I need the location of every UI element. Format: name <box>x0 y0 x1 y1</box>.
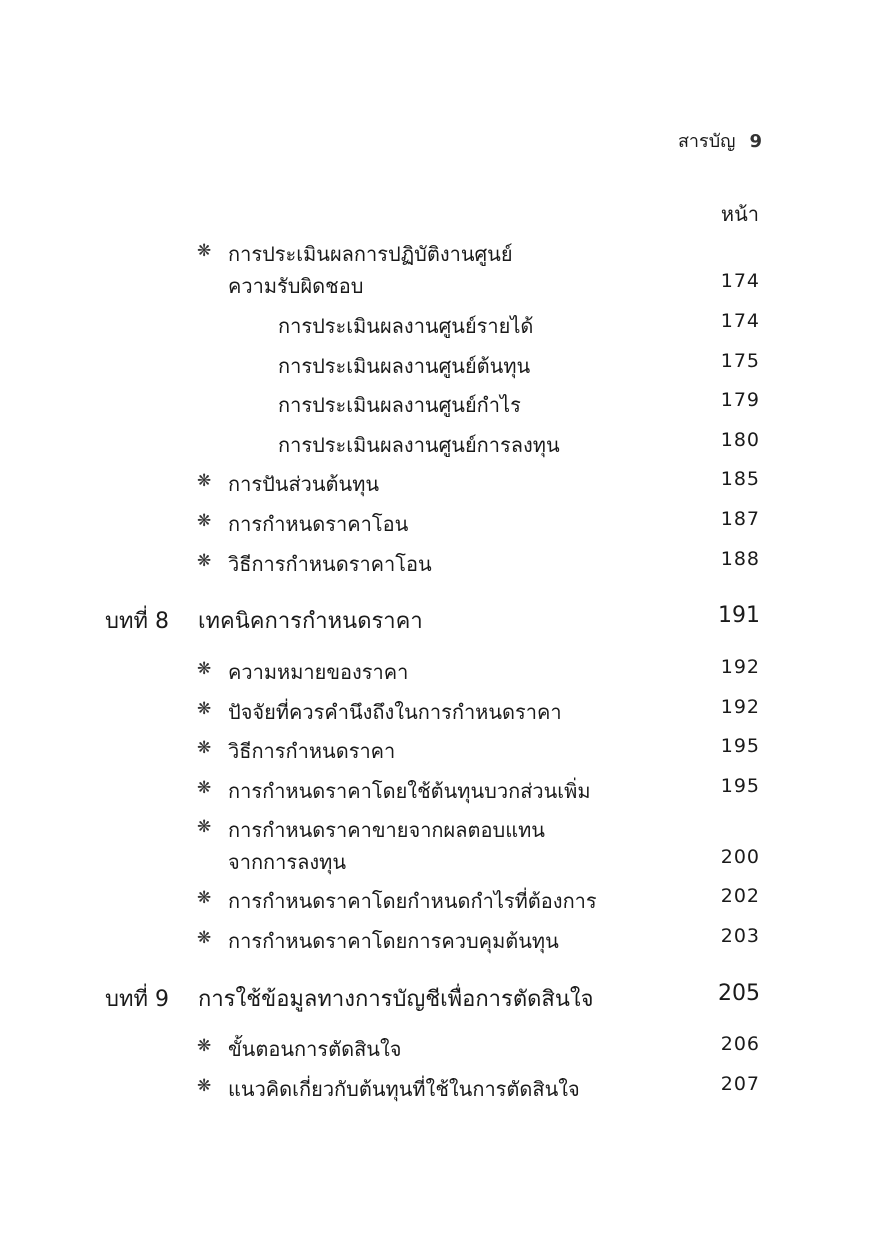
toc-entry <box>0 925 870 955</box>
entry-title: การกำหนดราคาโดยใช้ต้นทุนบวกส่วนเพิ่ม <box>228 779 591 803</box>
entry-title: การประเมินผลการปฏิบัติงานศูนย์ <box>228 242 513 266</box>
entry-page-number: 174 <box>720 310 760 332</box>
toc-entry <box>0 735 870 765</box>
running-header <box>678 126 762 155</box>
flower-bullet-icon: ❋ <box>197 241 212 261</box>
entry-page-number: 200 <box>720 846 760 868</box>
entry-title: วิธีการกำหนดราคาโอน <box>228 552 432 576</box>
entry-page-number: 180 <box>720 429 760 451</box>
entry-title: การประเมินผลงานศูนย์ต้นทุน <box>278 354 531 378</box>
entry-page-number: 179 <box>720 389 760 411</box>
entry-page-number: 192 <box>720 656 760 678</box>
entry-title: การประเมินผลงานศูนย์กำไร <box>278 393 521 417</box>
entry-page-number: 195 <box>720 775 760 797</box>
toc-entry <box>0 310 870 340</box>
toc-entry <box>0 389 870 419</box>
flower-bullet-icon: ❋ <box>197 738 212 758</box>
flower-bullet-icon: ❋ <box>197 511 212 531</box>
toc-entry <box>0 548 870 578</box>
entry-title: การกำหนดราคาโดยกำหนดกำไรที่ต้องการ <box>228 889 597 913</box>
toc-entry <box>0 775 870 805</box>
entry-page-number: 203 <box>720 925 760 947</box>
header-page-number: 9 <box>749 131 762 152</box>
flower-bullet-icon: ❋ <box>197 817 212 837</box>
entry-page-number: 185 <box>720 468 760 490</box>
chapter-title: การใช้ข้อมูลทางการบัญชีเพื่อการตัดสินใจ <box>198 987 594 1012</box>
entry-page-number: 175 <box>720 350 760 372</box>
toc-entry <box>0 1073 870 1103</box>
chapter-number: บทที่ 8 <box>105 609 169 634</box>
flower-bullet-icon: ❋ <box>197 778 212 798</box>
entry-title: วิธีการกำหนดราคา <box>228 739 396 763</box>
entry-title: ขั้นตอนการตัดสินใจ <box>228 1037 402 1061</box>
page-column-header: หน้า <box>720 202 759 226</box>
entry-title: จากการลงทุน <box>228 850 347 874</box>
chapter-entry <box>0 981 870 1011</box>
toc-entry <box>0 238 870 268</box>
entry-page-number: 206 <box>720 1033 760 1055</box>
flower-bullet-icon: ❋ <box>197 551 212 571</box>
flower-bullet-icon: ❋ <box>197 928 212 948</box>
entry-page-number: 205 <box>718 981 760 1006</box>
toc-entry <box>0 656 870 686</box>
chapter-entry <box>0 603 870 633</box>
toc-entry <box>0 350 870 380</box>
entry-title: การกำหนดราคาโอน <box>228 512 409 536</box>
entry-page-number: 207 <box>720 1073 760 1095</box>
flower-bullet-icon: ❋ <box>197 1036 212 1056</box>
toc-entry <box>0 846 870 876</box>
entry-title: การกำหนดราคาขายจากผลตอบแทน <box>228 818 545 842</box>
entry-title: ความหมายของราคา <box>228 660 409 684</box>
flower-bullet-icon: ❋ <box>197 888 212 908</box>
entry-title: ความรับผิดชอบ <box>228 274 364 298</box>
toc-entry <box>0 508 870 538</box>
entry-title: การปันส่วนต้นทุน <box>228 472 380 496</box>
entry-title: ปัจจัยที่ควรคำนึงถึงในการกำหนดราคา <box>228 700 562 724</box>
entry-page-number: 188 <box>720 548 760 570</box>
entry-title: การประเมินผลงานศูนย์รายได้ <box>278 314 534 338</box>
entry-title: การประเมินผลงานศูนย์การลงทุน <box>278 433 560 457</box>
chapter-title: เทคนิคการกำหนดราคา <box>198 609 423 634</box>
entry-page-number: 202 <box>720 885 760 907</box>
entry-page-number: 174 <box>720 270 760 292</box>
toc-entry <box>0 429 870 459</box>
toc-entry <box>0 270 870 300</box>
entry-page-number: 192 <box>720 696 760 718</box>
entry-page-number: 191 <box>718 603 760 628</box>
entry-title: การกำหนดราคาโดยการควบคุมต้นทุน <box>228 929 559 953</box>
toc-entry <box>0 1033 870 1063</box>
toc-entry <box>0 814 870 844</box>
toc-entry <box>0 885 870 915</box>
flower-bullet-icon: ❋ <box>197 1076 212 1096</box>
toc-entry <box>0 468 870 498</box>
flower-bullet-icon: ❋ <box>197 699 212 719</box>
toc-entry <box>0 696 870 726</box>
flower-bullet-icon: ❋ <box>197 659 212 679</box>
header-title: สารบัญ <box>677 131 736 152</box>
chapter-number: บทที่ 9 <box>105 987 169 1012</box>
entry-page-number: 187 <box>720 508 760 530</box>
entry-page-number: 195 <box>720 735 760 757</box>
entry-title: แนวคิดเกี่ยวกับต้นทุนที่ใช้ในการตัดสินใจ <box>228 1077 580 1101</box>
flower-bullet-icon: ❋ <box>197 471 212 491</box>
